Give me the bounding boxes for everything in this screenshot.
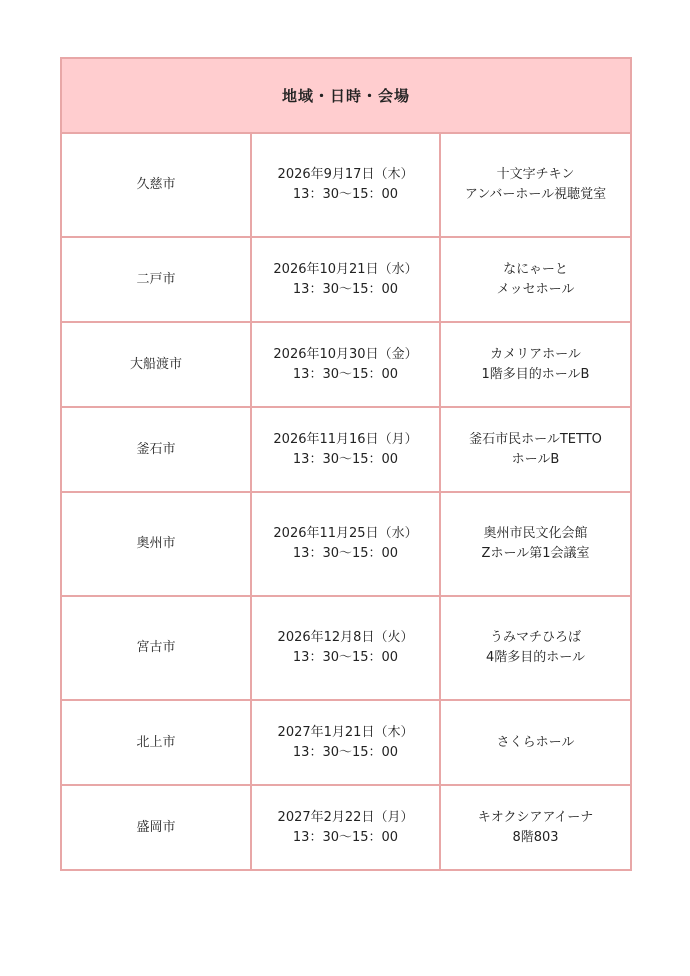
- venue-line: うみマチひろば: [490, 630, 582, 645]
- table-row: [61, 785, 631, 870]
- datetime-cell: [251, 237, 440, 322]
- venue-cell: [440, 492, 631, 596]
- venue-cell: [440, 596, 631, 700]
- region-cell: 盛岡市: [61, 785, 251, 870]
- region-cell: 釜石市: [61, 407, 251, 492]
- region-cell: 大船渡市: [61, 322, 251, 407]
- date-text: 2026年11月25日（水）: [273, 526, 418, 541]
- datetime-cell: [251, 492, 440, 596]
- venue-line: 奥州市民文化会館: [483, 526, 588, 541]
- table-body: [61, 133, 631, 870]
- venue-line: ホールB: [511, 451, 560, 467]
- time-text: 13：30〜15：00: [292, 451, 399, 467]
- time-text: 13：30〜15：00: [292, 187, 399, 202]
- venue-cell: [440, 407, 631, 492]
- date-text: 2026年10月30日（金）: [273, 346, 418, 362]
- venue-line: 8階803: [512, 829, 559, 845]
- venue-cell: [440, 700, 631, 785]
- venue-line: Zホール第1会議室: [481, 546, 590, 561]
- venue-line: 十文字チキン: [496, 167, 575, 182]
- datetime-cell: [251, 407, 440, 492]
- venue-line: アンバーホール視聴覚室: [464, 187, 607, 202]
- table-row: [61, 322, 631, 407]
- venue-line: キオクシアアイーナ: [477, 809, 594, 825]
- venue-cell: [440, 133, 631, 237]
- date-text: 2026年11月16日（月）: [273, 431, 418, 447]
- time-text: 13：30〜15：00: [292, 366, 399, 382]
- table-row: [61, 700, 631, 785]
- date-text: 2026年10月21日（水）: [273, 261, 418, 277]
- venue-line: メッセホール: [496, 281, 575, 297]
- venue-cell: [440, 322, 631, 407]
- time-text: 13：30〜15：00: [292, 829, 399, 845]
- venue-line: カメリアホール: [490, 346, 581, 362]
- venue-cell: [440, 785, 631, 870]
- table-row: [61, 492, 631, 596]
- time-text: 13：30〜15：00: [292, 650, 399, 665]
- datetime-cell: [251, 596, 440, 700]
- datetime-cell: [251, 785, 440, 870]
- table-header: 地域・日時・会場: [61, 58, 631, 133]
- region-cell: 宮古市: [61, 596, 251, 700]
- date-text: 2026年12月8日（火）: [277, 630, 414, 645]
- region-cell: 久慈市: [61, 133, 251, 237]
- venue-line: 1階多目的ホールB: [481, 366, 590, 382]
- venue-line: さくらホール: [496, 734, 575, 750]
- venue-cell: [440, 237, 631, 322]
- datetime-cell: [251, 133, 440, 237]
- table-row: [61, 407, 631, 492]
- time-text: 13：30〜15：00: [292, 744, 399, 760]
- table-row: [61, 237, 631, 322]
- region-cell: 北上市: [61, 700, 251, 785]
- region-cell: 奥州市: [61, 492, 251, 596]
- date-text: 2027年2月22日（月）: [277, 809, 414, 825]
- venue-line: 4階多目的ホール: [486, 650, 586, 665]
- date-text: 2027年1月21日（木）: [277, 724, 414, 740]
- region-cell: 二戸市: [61, 237, 251, 322]
- schedule-table: [60, 57, 632, 871]
- datetime-cell: [251, 322, 440, 407]
- venue-line: 釜石市民ホールTETTO: [469, 431, 602, 447]
- datetime-cell: [251, 700, 440, 785]
- table-row: [61, 596, 631, 700]
- table-row: [61, 133, 631, 237]
- time-text: 13：30〜15：00: [292, 281, 399, 297]
- time-text: 13：30〜15：00: [292, 546, 399, 561]
- date-text: 2026年9月17日（木）: [277, 167, 414, 182]
- venue-line: なにゃーと: [503, 261, 568, 277]
